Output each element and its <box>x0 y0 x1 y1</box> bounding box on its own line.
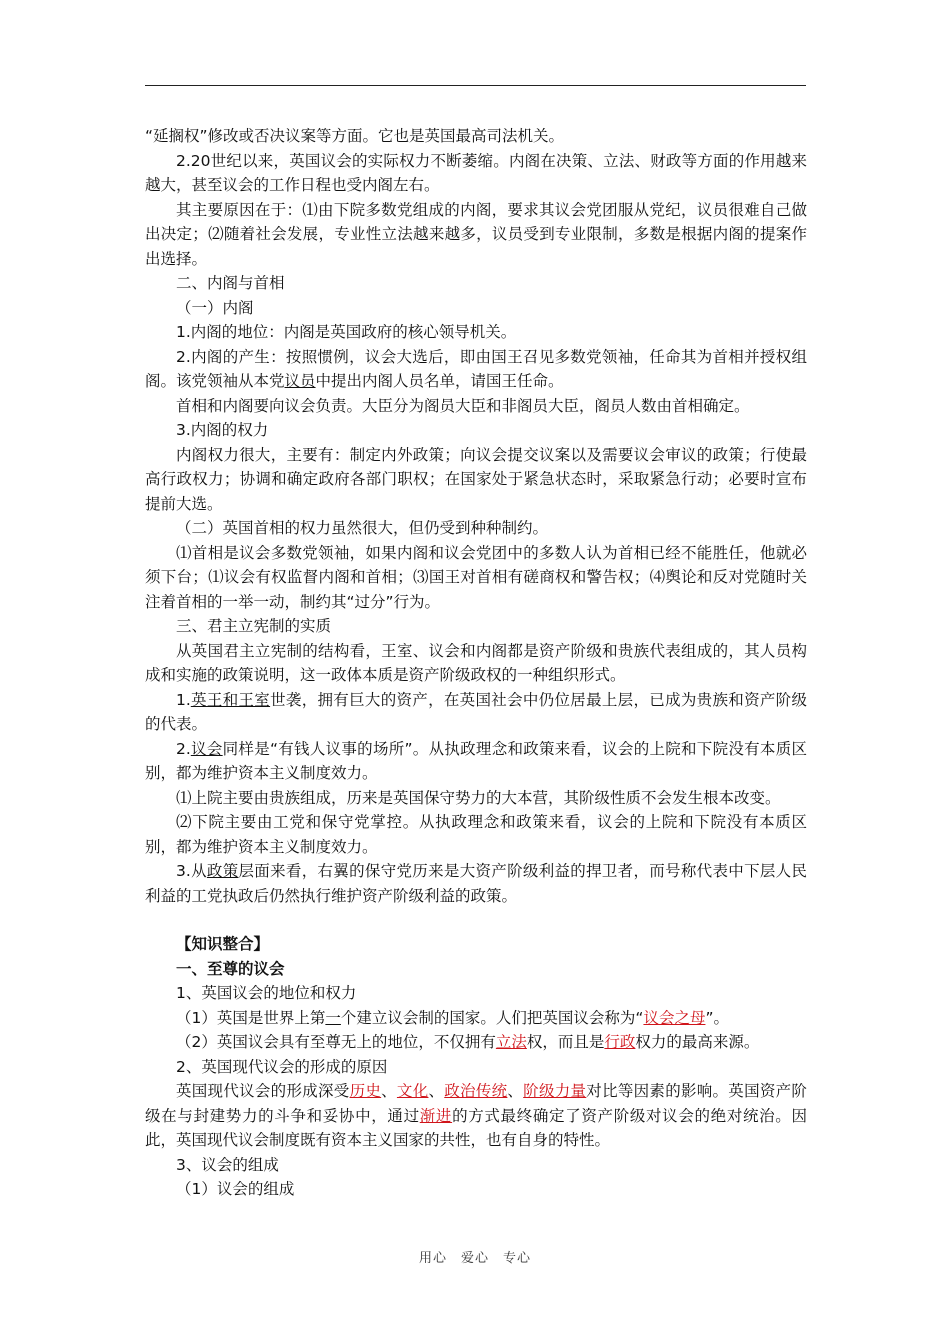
emphasized-text: 政策 <box>206 862 239 880</box>
text-run: 从英国君主立宪制的结构看，王室、议会和内阁都是资产阶级和贵族代表组成的，其人员构成和实施的政策说明，这一政体本质是资产阶级政权的一种组织形式。 <box>145 641 807 684</box>
emphasized-text: 议会之母 <box>643 1008 706 1027</box>
paragraph <box>145 394 807 419</box>
text-run: 同样是“有钱人议事的场所”。从执政理念和政策来看，议会的上院和下院没有本质区别，都为维护资本主义制度效力。 <box>145 739 807 782</box>
text-run: 2、英国现代议会的形成的原因 <box>176 1057 388 1076</box>
text-run: 首相和内阁要向议会负责。大臣分为阁员大臣和非阁员大臣，阁员人数由首相确定。 <box>176 396 750 415</box>
paragraph <box>145 614 807 639</box>
emphasized-text: 议会 <box>190 739 223 758</box>
text-run: 权，而且是 <box>526 1033 605 1051</box>
text-run: 三、君主立宪制的实质 <box>176 617 332 635</box>
header-rule <box>145 85 806 86</box>
page-footer: 用心 爱心 专心 <box>418 1251 531 1266</box>
emphasized-text: 一 <box>325 1008 341 1027</box>
emphasized-text: 渐进 <box>419 1106 453 1125</box>
text-run: 的方式最终确定了资产阶级对议会的绝对统治。因此，英国现代议会制度既有资本主义国家的共性，也有自身的特性。 <box>145 1106 807 1149</box>
text-run: 【知识整合】 <box>176 935 270 953</box>
emphasized-text: 立法 <box>495 1033 527 1051</box>
document-body <box>145 124 807 1202</box>
paragraph <box>145 1153 807 1178</box>
paragraph <box>145 957 807 982</box>
paragraph <box>145 688 807 737</box>
paragraph <box>145 1055 807 1080</box>
paragraph <box>145 932 807 957</box>
text-run: 2.20世纪以来，英国议会的实际权力不断萎缩。内阁在决策、立法、财政等方面的作用越来越大，甚至议会的工作日程也受内阁左右。 <box>145 151 807 194</box>
paragraph <box>145 810 807 859</box>
text-run: （1）英国是世界上第 <box>176 1008 326 1027</box>
text-run: 权力的最高来源。 <box>635 1033 760 1051</box>
text-run: 、 <box>428 1082 445 1100</box>
text-run: 、 <box>381 1082 397 1100</box>
text-run: 二、内阁与首相 <box>176 274 285 292</box>
text-run: 英国现代议会的形成深受 <box>176 1082 350 1100</box>
text-run: 世袭，拥有巨大的资产，在英国社会中仍位居最上层，已成为贵族和资产阶级的代表。 <box>145 690 807 733</box>
paragraph <box>145 149 807 198</box>
paragraph <box>145 1079 807 1153</box>
paragraph <box>145 443 807 517</box>
emphasized-text: 历史 <box>349 1082 382 1100</box>
text-run: 中提出内阁人员名单，请国王任命。 <box>315 372 564 390</box>
text-run: 1、英国议会的地位和权力 <box>176 984 357 1002</box>
text-run: （1）议会的组成 <box>176 1180 295 1198</box>
text-run: （一）内阁 <box>176 298 254 317</box>
emphasized-text: 行政 <box>604 1033 636 1051</box>
paragraph <box>145 345 807 394</box>
text-run: ⑴上院主要由贵族组成，历来是英国保守势力的大本营，其阶级性质不会发生根本改变。 <box>176 788 781 807</box>
emphasized-text: 议员 <box>284 372 316 390</box>
emphasized-text: 英王和王室 <box>190 690 271 709</box>
text-run: 3、议会的组成 <box>176 1155 279 1174</box>
text-run: 其主要原因在于：⑴由下院多数党组成的内阁，要求其议会党团服从党纪，议员很难自己做出决定；⑵随着社会发展，专业性立法越来越多，议员受到专业限制，多数是根据内阁的提案作出选择。 <box>145 200 807 268</box>
text-run: 、 <box>507 1082 524 1100</box>
text-run: 对比等因素的影响。英国资产阶级在与封建势力的斗争和妥协中，通过 <box>145 1082 807 1125</box>
text-run: 2. <box>176 739 191 758</box>
paragraph <box>145 124 807 149</box>
text-run: 一、至尊的议会 <box>176 959 285 978</box>
text-run: 2.内阁的产生：按照惯例，议会大选后，即由国王召见多数党领袖，任命其为首相并授权组阁。该党领袖从本党 <box>145 347 807 390</box>
text-run: （二）英国首相的权力虽然很大，但仍受到种种制约。 <box>176 519 549 537</box>
paragraph <box>145 786 807 811</box>
text-run: ⑵下院主要由工党和保守党掌控。从执政理念和政策来看，议会的上院和下院没有本质区别，都为维护资本主义制度效力。 <box>145 813 807 856</box>
text-run: 3.从 <box>176 862 207 880</box>
text-run: 3.内阁的权力 <box>176 421 269 439</box>
paragraph <box>145 271 807 296</box>
text-run: 层面来看，右翼的保守党历来是大资产阶级利益的捍卫者，而号称代表中下层人民利益的工党执政后仍然执行维护资产阶级利益的政策。 <box>145 862 807 905</box>
emphasized-text: 政治传统 <box>444 1082 508 1100</box>
paragraph <box>145 1030 807 1055</box>
paragraph <box>145 296 807 321</box>
paragraph <box>145 516 807 541</box>
text-run: 内阁权力很大，主要有：制定内外政策；向议会提交议案以及需要议会审议的政策；行使最高行政权力；协调和确定政府各部门职权；在国家处于紧急状态时，采取紧急行动；必要时宣布提前大选。 <box>145 445 807 513</box>
paragraph <box>145 639 807 688</box>
text-run: 个建立议会制的国家。人们把英国议会称为“ <box>340 1008 644 1027</box>
text-run: （2）英国议会具有至尊无上的地位，不仅拥有 <box>176 1033 496 1051</box>
paragraph <box>145 418 807 443</box>
paragraph <box>145 1006 807 1031</box>
paragraph <box>145 541 807 615</box>
text-run: ”。 <box>705 1008 729 1027</box>
text-run: “延搁权”修改或否决议案等方面。它也是英国最高司法机关。 <box>145 127 565 145</box>
paragraph <box>145 981 807 1006</box>
paragraph <box>145 198 807 272</box>
paragraph <box>145 320 807 345</box>
emphasized-text: 文化 <box>396 1082 429 1100</box>
text-run: 1.内阁的地位：内阁是英国政府的核心领导机关。 <box>176 323 517 341</box>
spacer <box>145 908 807 932</box>
paragraph <box>145 859 807 908</box>
text-run: 1. <box>176 690 191 709</box>
paragraph <box>145 1177 807 1202</box>
text-run: ⑴首相是议会多数党领袖，如果内阁和议会党团中的多数人认为首相已经不能胜任，他就必须下台；⑴议会有权监督内阁和首相；⑶国王对首相有磋商权和警告权；⑷舆论和反对党随时关注着首相的一举一动，制约其“过分”行为。 <box>145 543 807 611</box>
paragraph <box>145 737 807 786</box>
emphasized-text: 阶级力量 <box>523 1082 587 1100</box>
